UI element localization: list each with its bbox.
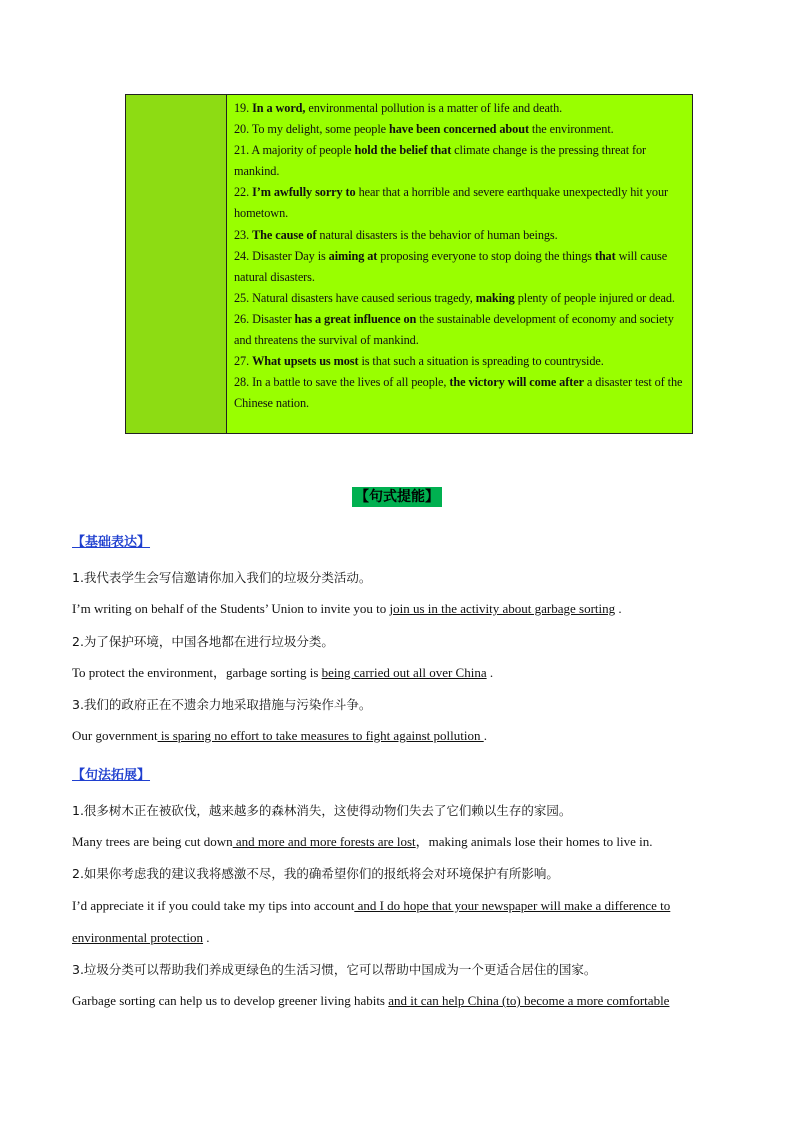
heading-syntax-extension: 【句法拓展】 <box>72 768 151 783</box>
answer-text: join us in the activity about garbage sorting <box>389 601 616 616</box>
table-sentence: 22. I’m awfully sorry to hear that a horrible and severe earthquake unexpectedly hit your hometown. <box>234 185 669 221</box>
table-sentence: 25. Natural disasters have caused serious tragedy, making plenty of people injured or dead. <box>234 290 675 305</box>
answer-text: is sparing no effort to take measures to fight against pollution <box>157 728 484 743</box>
table-sentence: 23. The cause of natural disasters is the behavior of human beings. <box>234 227 558 242</box>
answer-text: and it can help China (to) become a more comfortable <box>388 993 670 1008</box>
en-sentence: To protect the environment，garbage sorting is being carried out all over China . <box>72 665 494 680</box>
en-sentence: I’d appreciate it if you could take my tips into account and I do hope that your newspaper will make a difference to environmental protection . <box>72 898 671 945</box>
table-sentence: 27. What upsets us most is that such a situation is spreading to countryside. <box>234 354 604 369</box>
en-sentence: Garbage sorting can help us to develop greener living habits and it can help China (to) become a more comfortable <box>72 993 670 1008</box>
cn-sentence: 3.垃圾分类可以帮助我们养成更绿色的生活习惯，它可以帮助中国成为一个更适合居住的国家。 <box>72 962 597 977</box>
section-title <box>0 486 794 506</box>
answer-text: and more and more forests are lost <box>232 834 416 849</box>
table-label-cell <box>126 95 227 433</box>
answer-text: being carried out all over China <box>321 665 487 680</box>
section-title-label: 【句式提能】 <box>352 487 442 507</box>
cn-sentence: 2.如果你考虑我的建议我将感激不尽，我的确希望你们的报纸将会对环境保护有所影响。 <box>72 866 559 881</box>
table-sentence: 19. In a word, environmental pollution is a matter of life and death. <box>234 101 563 115</box>
table-sentence: 20. To my delight, some people have been concerned about the environment. <box>234 122 614 137</box>
table-content-cell <box>227 95 692 433</box>
cn-sentence: 1.我代表学生会写信邀请你加入我们的垃圾分类活动。 <box>72 570 372 585</box>
en-sentence: Many trees are being cut down and more and more forests are lost，making animals lose their homes to live in. <box>72 834 653 849</box>
table-sentence: 28. In a battle to save the lives of all people, the victory will come after a disaster test of the Chinese nation. <box>234 375 683 411</box>
cn-sentence: 1.很多树木正在被砍伐，越来越多的森林消失，这使得动物们失去了它们赖以生存的家园。 <box>72 803 572 818</box>
en-sentence: I’m writing on behalf of the Students’ Union to invite you to join us in the activity about garbage sorting . <box>72 601 622 616</box>
table-sentence: 24. Disaster Day is aiming at proposing everyone to stop doing the things that will cause natural disasters. <box>234 248 668 284</box>
cn-sentence: 2.为了保护环境，中国各地都在进行垃圾分类。 <box>72 634 334 649</box>
sentence-table <box>125 94 693 434</box>
en-sentence: Our government is sparing no effort to take measures to fight against pollution . <box>72 728 487 743</box>
table-sentence: 21. A majority of people hold the belief that climate change is the pressing threat for mankind. <box>234 143 647 179</box>
cn-sentence: 3.我们的政府正在不遗余力地采取措施与污染作斗争。 <box>72 697 372 712</box>
heading-basic-expression: 【基础表达】 <box>72 535 151 550</box>
table-sentence: 26. Disaster has a great influence on the sustainable development of economy and society and threatens the survival of mankind. <box>234 311 674 348</box>
answer-text: and I do hope that your newspaper will make a difference to environmental protection <box>72 898 671 945</box>
